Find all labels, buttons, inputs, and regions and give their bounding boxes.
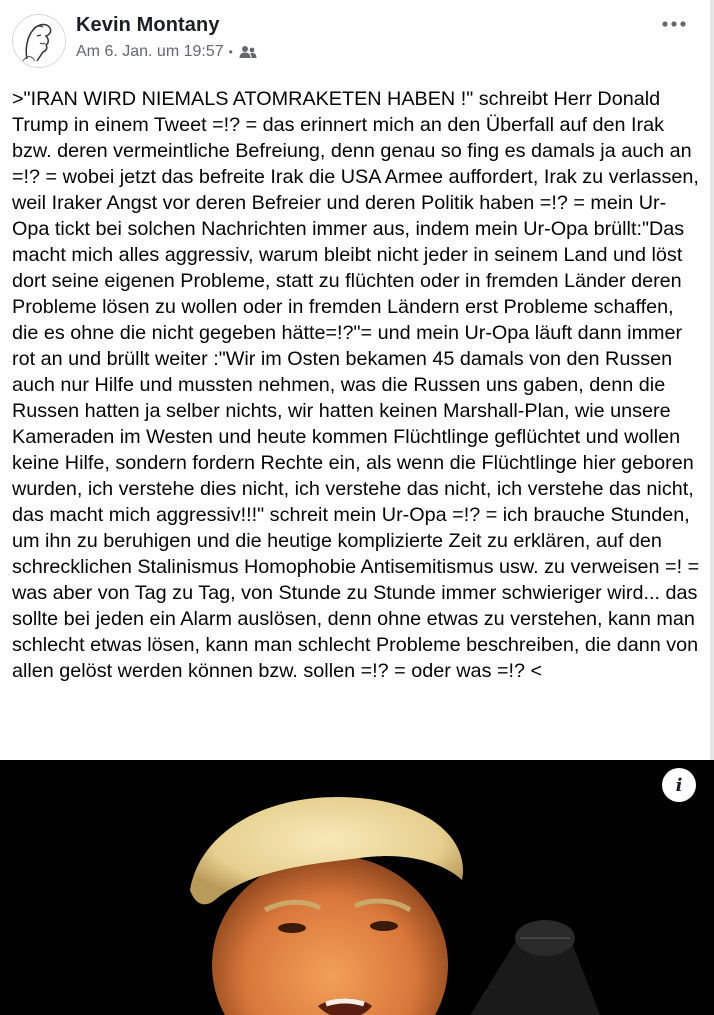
scroll-edge bbox=[710, 0, 714, 760]
photo-portrait bbox=[0, 760, 714, 1015]
avatar-sketch-icon bbox=[13, 15, 65, 67]
avatar[interactable] bbox=[12, 14, 66, 68]
post-photo[interactable] bbox=[0, 760, 714, 1015]
friends-icon bbox=[239, 45, 257, 59]
post-meta bbox=[76, 43, 257, 61]
more-horizontal-icon bbox=[662, 21, 686, 27]
more-options-button[interactable] bbox=[660, 14, 688, 34]
post-header bbox=[12, 10, 702, 70]
info-button[interactable]: i bbox=[662, 768, 696, 802]
author-name[interactable]: Kevin Montany bbox=[76, 14, 220, 36]
post-timestamp[interactable]: Am 6. Jan. um 19:57 bbox=[76, 43, 224, 60]
post-body-text: >"IRAN WIRD NIEMALS ATOMRAKETEN HABEN !" schreibt Herr Donald Trump in einem Tweet =!? = das erinnert mich an den Überfall auf den Irak bzw. deren vermeintliche Befreiung, denn genau so fing es damals ja auch an =!? = wobei jetzt das befreite Irak die USA Armee auffordert, Irak zu verlassen, weil Iraker Angst vor deren Befreier und deren Politik haben =!? = mein Ur-Opa tickt bei solchen Nachrichten immer aus, indem mein Ur-Opa brüllt:"Das macht mich alles aggressiv, warum bleibt nicht jeder in seinem Land und löst dort seine eigenen Probleme, statt zu flüchten oder in fremden Länder deren Probleme lösen zu wollen oder in fremden Ländern erst Probleme schaffen, die es ohne die nicht gegeben hätte=!?"= und mein Ur-Opa läuft dann immer rot an und brüllt weiter :"Wir im Osten bekamen 45 damals von den Russen auch nur Hilfe und mussten nehmen, was die Russen uns gaben, denn die Russen hatten ja selber nichts, wir hatten keinen Marshall-Plan, wie unsere Kameraden im Westen und heute kommen Flüchtlinge geflüchtet und wollen keine Hilfe, sondern fordern Rechte ein, als wenn die Flüchtlinge hier geboren wurden, ich verstehe dies nicht, ich verstehe das nicht, ich verstehe das nicht, das macht mich aggressiv!!!" schreit mein Ur-Opa =!? = ich brauche Stunden, um ihn zu beruhigen und die heutige komplizierte Zeit zu erklären, auf den schrecklichen Stalinismus Homophobie Antisemitismus usw. zu verweisen =! = was aber von Tag zu Tag, von Stunde zu Stunde immer schwieriger wird... das sollte bei jeden ein Alarm auslösen, denn ohne etwas zu verstehen, kann man schlecht etwas lösen, kann man schlecht Probleme beschreiben, die dann von allen gelöst werden können bzw. sollen =!? = oder was =!? < bbox=[12, 88, 700, 682]
meta-separator: • bbox=[228, 45, 233, 59]
